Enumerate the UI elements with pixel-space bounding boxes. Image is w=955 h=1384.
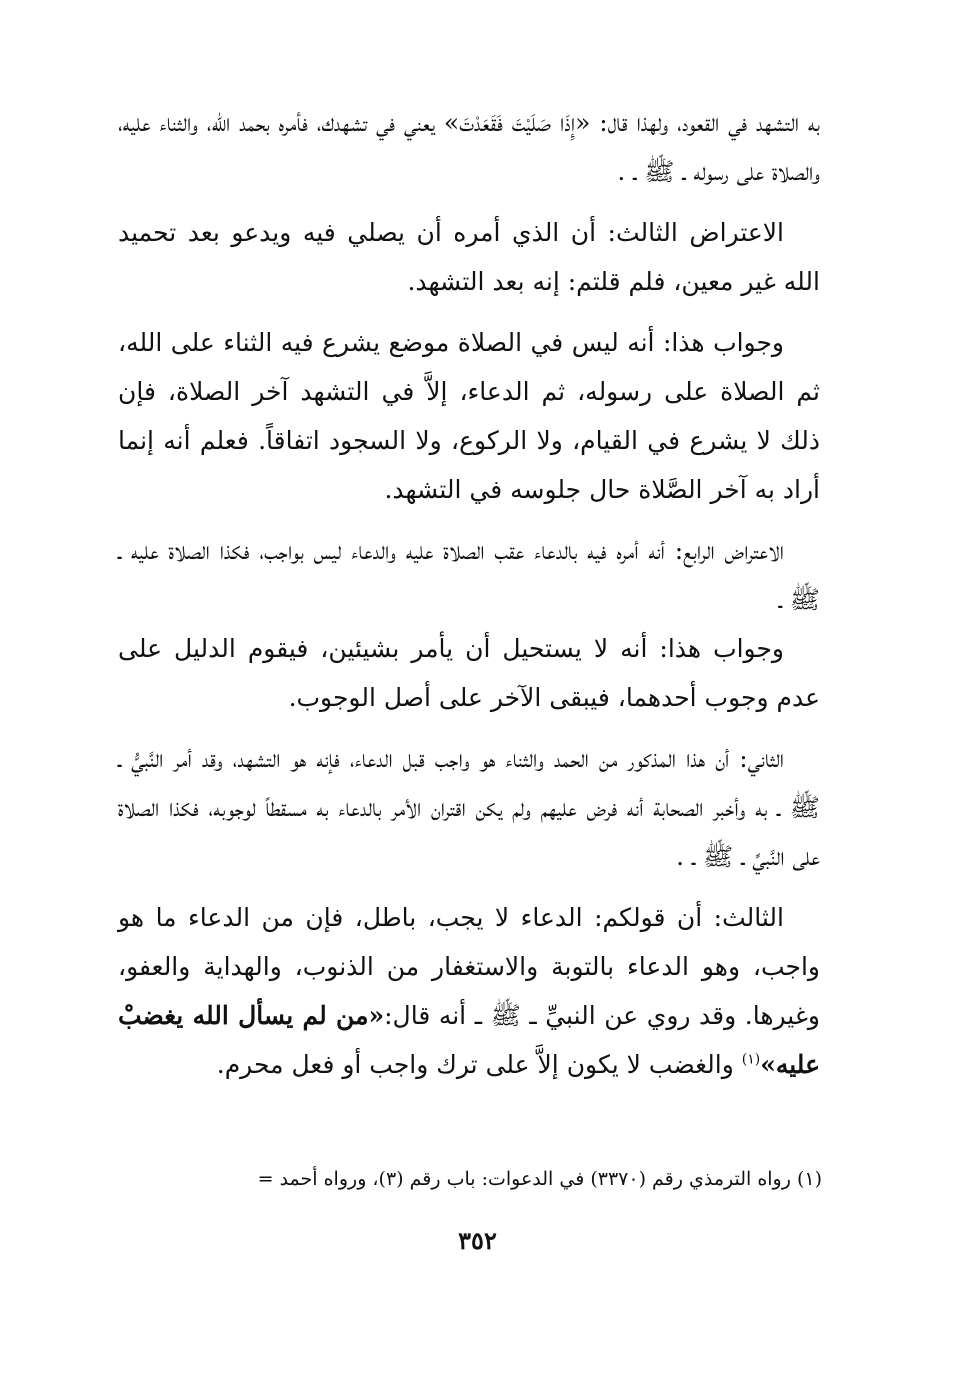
paragraph-6-text: الثاني: أن هذا المذكور من الحمد والثناء هو واجب قبل الدعاء، فإنه هو التشهد، وقد أمر النَّبيُّ ـ ﷺ ـ به وأخبر الصحابة أنه فرض عليهم ولم يكن اقتران الأمر بالدعاء به مسقطاً لوجوبه، فكذا الصلاة على النَّبيِّ ـ ﷺ ـ . [118,744,820,871]
paragraph-5 [118,624,820,722]
paragraph-3-text: وجواب هذا: أنه ليس في الصلاة موضع يشرع فيه الثناء على الله، ثم الصلاة على رسوله، ثم الدعاء، إلاَّ في التشهد آخر الصلاة، فإن ذلك لا يشرع في القيام، ولا الركوع، ولا السجود اتفاقاً. فعلم أنه إنما أراد به آخر الصَّلاة حال جلوسه في التشهد. [118,328,820,504]
paragraph-7 [118,893,820,1089]
paragraph-6 [118,734,820,881]
paragraph-2-text: الاعتراض الثالث: أن الذي أمره أن يصلي فيه ويدعو بعد تحميد الله غير معين، فلم قلتم: إنه بعد التشهد. [118,218,820,296]
footnote-1: (١) رواه الترمذي رقم (٣٣٧٠) في الدعوات: باب رقم (٣)، ورواه أحمد = [257,1168,822,1190]
paragraph-4 [118,526,820,624]
page-number: ٣٥٢ [458,1226,497,1255]
footnotes [112,1163,822,1195]
paragraph-5-text: وجواب هذا: أنه لا يستحيل أن يأمر بشيئين، فيقوم الدليل على عدم وجوب أحدهما، فيبقى الآخر على أصل الوجوب. [118,634,820,712]
paragraph-2 [118,208,820,306]
paragraph-3 [118,318,820,514]
hadith-quote: «من لم يسأل الله يغضبْ عليه» [118,1001,820,1079]
paragraph-7-text-after: والغضب لا يكون إلاَّ على ترك واجب أو فعل محرم. [216,1050,742,1079]
main-text [118,98,820,1089]
paragraph-1 [118,98,820,196]
paragraph-7-text: الثالث: أن قولكم: الدعاء لا يجب، باطل، فإن من الدعاء ما هو واجب، وهو الدعاء بالتوبة والاستغفار من الذنوب، والهداية والعفو، وغيرها. وقد روي عن النبيِّ ـ ﷺ ـ أنه قال: [118,903,820,1030]
paragraph-4-text: الاعتراض الرابع: أنه أمره فيه بالدعاء عقب الصلاة عليه والدعاء ليس بواجب، فكذا الصلاة عليه ـ ﷺ ـ [118,536,820,614]
paragraph-1-text: به التشهد في القعود، ولهذا قال: «إِذَا صَلَيْتَ فَقَعَدْتَ» يعني في تشهدك، فأمره بحمد الله، والثناء عليه، والصلاة على رسوله ـ ﷺ ـ . [118,108,820,186]
footnote-marker[interactable]: (١) [741,1051,761,1068]
